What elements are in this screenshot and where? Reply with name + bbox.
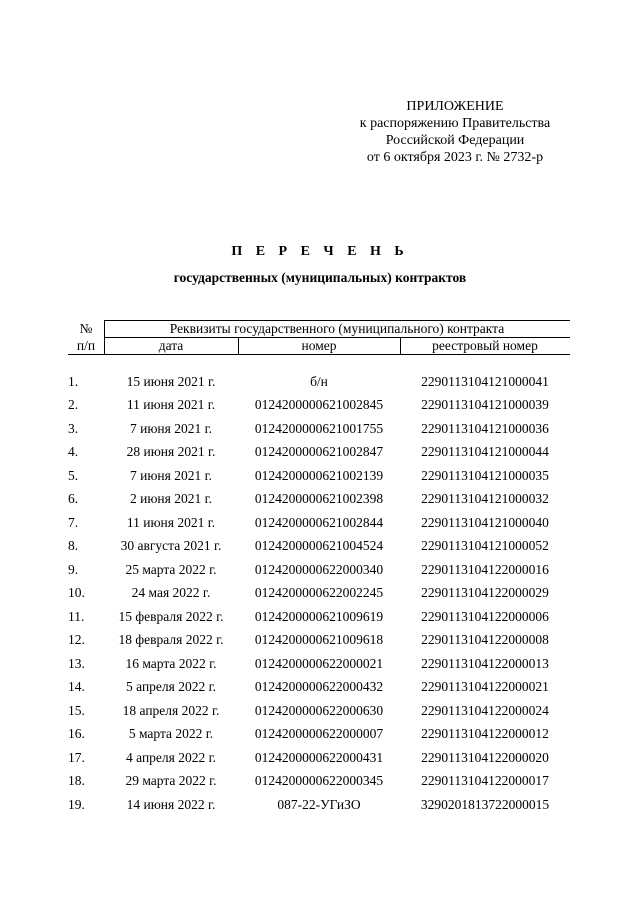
- row-date: 5 апреля 2022 г.: [126, 679, 216, 695]
- row-number: 11.: [68, 608, 85, 624]
- row-date: 14 июня 2022 г.: [126, 796, 216, 812]
- row-date: 2 июня 2021 г.: [129, 491, 212, 507]
- row-registry-number: 2290113104121000040: [421, 514, 549, 530]
- row-registry-number: 2290113104121000032: [421, 491, 549, 507]
- row-date: 7 июня 2021 г.: [129, 420, 212, 436]
- row-date: 18 февраля 2022 г.: [118, 632, 224, 648]
- table-row: [68, 793, 570, 817]
- row-registry-number: 2290113104122000029: [421, 585, 549, 601]
- row-contract-number: 0124200000622000630: [254, 702, 384, 718]
- appendix-line-order: к распоряжению Правительства: [359, 116, 551, 131]
- row-number: 4.: [68, 444, 79, 460]
- table-row: [68, 535, 570, 559]
- row-registry-number: 2290113104122000024: [421, 702, 549, 718]
- appendix-title: ПРИЛОЖЕНИЕ: [406, 99, 504, 114]
- row-number: 17.: [68, 749, 85, 765]
- row-date: 16 марта 2022 г.: [125, 655, 217, 671]
- row-date: 11 июня 2021 г.: [126, 514, 216, 530]
- row-registry-number: 2290113104121000039: [421, 397, 549, 413]
- row-registry-number: 2290113104122000012: [421, 726, 549, 742]
- row-contract-number: 0124200000622000432: [254, 679, 384, 695]
- appendix-line-federation: Российской Федерации: [385, 133, 525, 148]
- row-date: 30 августа 2021 г.: [120, 538, 222, 554]
- row-date: 15 февраля 2022 г.: [118, 608, 224, 624]
- row-contract-number: 0124200000622000021: [254, 655, 384, 671]
- table-row: [68, 370, 570, 394]
- row-contract-number: 0124200000621002398: [254, 491, 384, 507]
- row-contract-number: 0124200000621004524: [254, 538, 384, 554]
- header-date: дата: [158, 338, 184, 353]
- table-row: [68, 605, 570, 629]
- row-contract-number: 0124200000621002845: [254, 397, 384, 413]
- table-row: [68, 676, 570, 700]
- row-registry-number: 2290113104122000008: [421, 632, 549, 648]
- row-number: 5.: [68, 467, 79, 483]
- row-registry-number: 2290113104122000013: [421, 655, 549, 671]
- row-contract-number: 0124200000621002139: [254, 467, 384, 483]
- row-date: 5 марта 2022 г.: [128, 726, 214, 742]
- row-number: 3.: [68, 420, 79, 436]
- row-registry-number: 3290201813722000015: [420, 796, 550, 812]
- row-contract-number: 0124200000621009619: [254, 608, 384, 624]
- table-row: [68, 441, 570, 465]
- row-number: 19.: [68, 796, 85, 812]
- row-registry-number: 2290113104122000006: [421, 608, 549, 624]
- row-contract-number: 087-22-УГиЗО: [277, 796, 361, 812]
- contracts-table-body: [68, 370, 570, 817]
- row-contract-number: 0124200000622000340: [254, 561, 384, 577]
- row-contract-number: 0124200000622000007: [254, 726, 384, 742]
- row-number: 8.: [68, 538, 79, 554]
- row-contract-number: 0124200000621001755: [254, 420, 384, 436]
- table-row: [68, 464, 570, 488]
- row-registry-number: 2290113104122000020: [421, 749, 549, 765]
- header-number: номер: [301, 338, 337, 353]
- row-number: 16.: [68, 726, 85, 742]
- row-registry-number: 2290113104121000036: [421, 420, 549, 436]
- table-row: [68, 699, 570, 723]
- row-registry-number: 2290113104121000052: [421, 538, 549, 554]
- row-registry-number: 2290113104122000021: [421, 679, 549, 695]
- table-row: [68, 511, 570, 535]
- document-heading: П Е Р Е Ч Е Н Ь: [231, 244, 409, 259]
- row-number: 10.: [68, 585, 85, 601]
- header-registry: реестровый номер: [432, 338, 538, 353]
- contracts-table: [68, 370, 570, 817]
- row-date: 18 апреля 2022 г.: [122, 702, 220, 718]
- row-number: 1.: [68, 373, 79, 389]
- table-row: [68, 394, 570, 418]
- row-number: 18.: [68, 773, 85, 789]
- row-contract-number: б/н: [310, 373, 328, 389]
- table-row: [68, 746, 570, 770]
- row-date: 25 марта 2022 г.: [125, 561, 217, 577]
- row-number: 12.: [68, 632, 85, 648]
- row-registry-number: 2290113104121000044: [421, 444, 549, 460]
- row-number: 7.: [68, 514, 79, 530]
- table-row: [68, 417, 570, 441]
- document-subheading: государственных (муниципальных) контрактов: [173, 270, 467, 285]
- row-registry-number: 2290113104121000035: [421, 467, 549, 483]
- table-row: [68, 558, 570, 582]
- row-number: 2.: [68, 397, 79, 413]
- row-contract-number: 0124200000622000431: [254, 749, 384, 765]
- table-row: [68, 629, 570, 653]
- appendix-line-date: от 6 октября 2023 г. № 2732-р: [366, 150, 544, 165]
- header-num-bottom: п/п: [76, 338, 96, 353]
- header-rule-bottom: [68, 354, 570, 355]
- row-number: 15.: [68, 702, 85, 718]
- row-registry-number: 2290113104122000016: [421, 561, 549, 577]
- row-contract-number: 0124200000622002245: [254, 585, 384, 601]
- row-number: 9.: [68, 561, 79, 577]
- table-row: [68, 723, 570, 747]
- row-date: 7 июня 2021 г.: [129, 467, 212, 483]
- row-registry-number: 2290113104122000017: [421, 773, 549, 789]
- row-date: 15 июня 2021 г.: [126, 373, 216, 389]
- row-number: 6.: [68, 491, 79, 507]
- table-row: [68, 652, 570, 676]
- row-date: 4 апреля 2022 г.: [126, 749, 216, 765]
- header-num-top: №: [79, 321, 93, 336]
- row-date: 29 марта 2022 г.: [125, 773, 217, 789]
- row-contract-number: 0124200000622000345: [254, 773, 384, 789]
- row-contract-number: 0124200000621009618: [254, 632, 384, 648]
- header-group-title: Реквизиты государственного (муниципального) контракта: [169, 321, 505, 336]
- row-registry-number: 2290113104121000041: [421, 373, 549, 389]
- appendix-block: [340, 98, 570, 166]
- row-contract-number: 0124200000621002844: [254, 514, 384, 530]
- table-row: [68, 770, 570, 794]
- table-row: [68, 488, 570, 512]
- table-row: [68, 582, 570, 606]
- row-number: 13.: [68, 655, 85, 671]
- row-date: 24 мая 2022 г.: [131, 585, 211, 601]
- row-number: 14.: [68, 679, 85, 695]
- row-date: 28 июня 2021 г.: [126, 444, 216, 460]
- row-contract-number: 0124200000621002847: [254, 444, 384, 460]
- row-date: 11 июня 2021 г.: [126, 397, 216, 413]
